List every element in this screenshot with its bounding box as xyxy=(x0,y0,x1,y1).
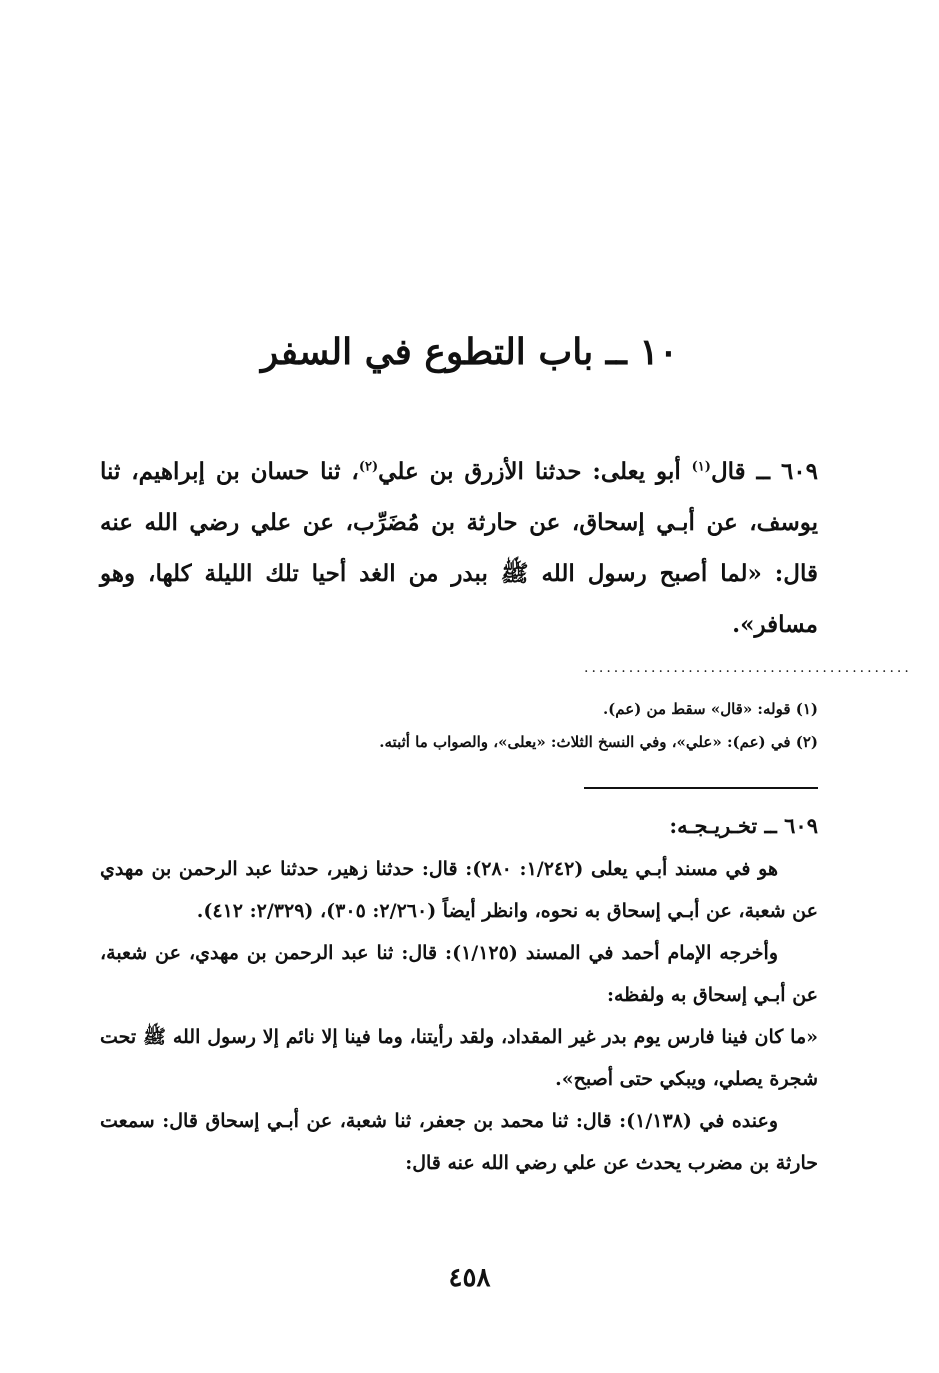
hadith-part-3: ، ثنا حسان بن إبراهيم، ثنا يوسف، عن أبـي إسحاق، عن حارثة بن مُضَرِّب، عن علي رضي الله عنه قال: «لما أصبح رسول الله ﷺ ببدر من الغد أحيا تلك الليلة كلها، وهو مسافر». xyxy=(100,458,818,638)
footnote-2: (٢) في (عم): «علي»، وفي النسخ الثلاث: «يعلى»، والصواب ما أثبته. xyxy=(379,733,818,751)
hadith-text xyxy=(100,446,818,650)
takhrij-quote: «ما كان فينا فارس يوم بدر غير المقداد، ولقد رأيتنا، وما فينا إلا نائم إلا رسول الله ﷺ تحت شجرة يصلي، ويبكي حتى أصبح». xyxy=(100,1026,818,1090)
takhrij-body xyxy=(100,848,818,1184)
page-number: ٤٥٨ xyxy=(448,1263,491,1293)
chapter-title: ١٠ ــ باب التطوع في السفر xyxy=(260,331,679,373)
footnotes xyxy=(100,693,818,759)
hadith-part-2: أبو يعلى: حدثنا الأزرق بن علي xyxy=(378,458,692,485)
section-divider xyxy=(584,787,818,789)
footnote-ref-1: (١) xyxy=(691,459,711,475)
takhrij-paragraph: وعنده في (١/١٣٨): قال: ثنا محمد بن جعفر، ثنا شعبة، عن أبـي إسحاق قال: سمعت حارثة بن مضرب يحدث عن علي رضي الله عنه قال: xyxy=(100,1110,818,1174)
footnote-ref-2: (٢) xyxy=(358,459,379,475)
takhrij-heading: ٦٠٩ ــ تخـريـجـه: xyxy=(669,813,818,838)
footnote-1: (١) قوله: «قال» سقط من (عم). xyxy=(602,700,818,718)
footnote-separator: ............................................ xyxy=(584,660,912,676)
takhrij-paragraph: هو في مسند أبـي يعلى (١/٢٤٢: ٢٨٠): قال: حدثنا زهير، حدثنا عبد الرحمن بن مهدي عن شعبة، عن أبـي إسحاق به نحوه، وانظر أيضاً (٢/٢٦٠: ٣٠٥)، (٢/٣٢٩: ٤١٢). xyxy=(100,858,818,922)
takhrij-paragraph: وأخرجه الإمام أحمد في المسند (١/١٢٥): قال: ثنا عبد الرحمن بن مهدي، عن شعبة، عن أبـي إسحاق به ولفظه: xyxy=(100,942,818,1006)
hadith-part-1: ٦٠٩ ــ قال xyxy=(710,458,818,485)
